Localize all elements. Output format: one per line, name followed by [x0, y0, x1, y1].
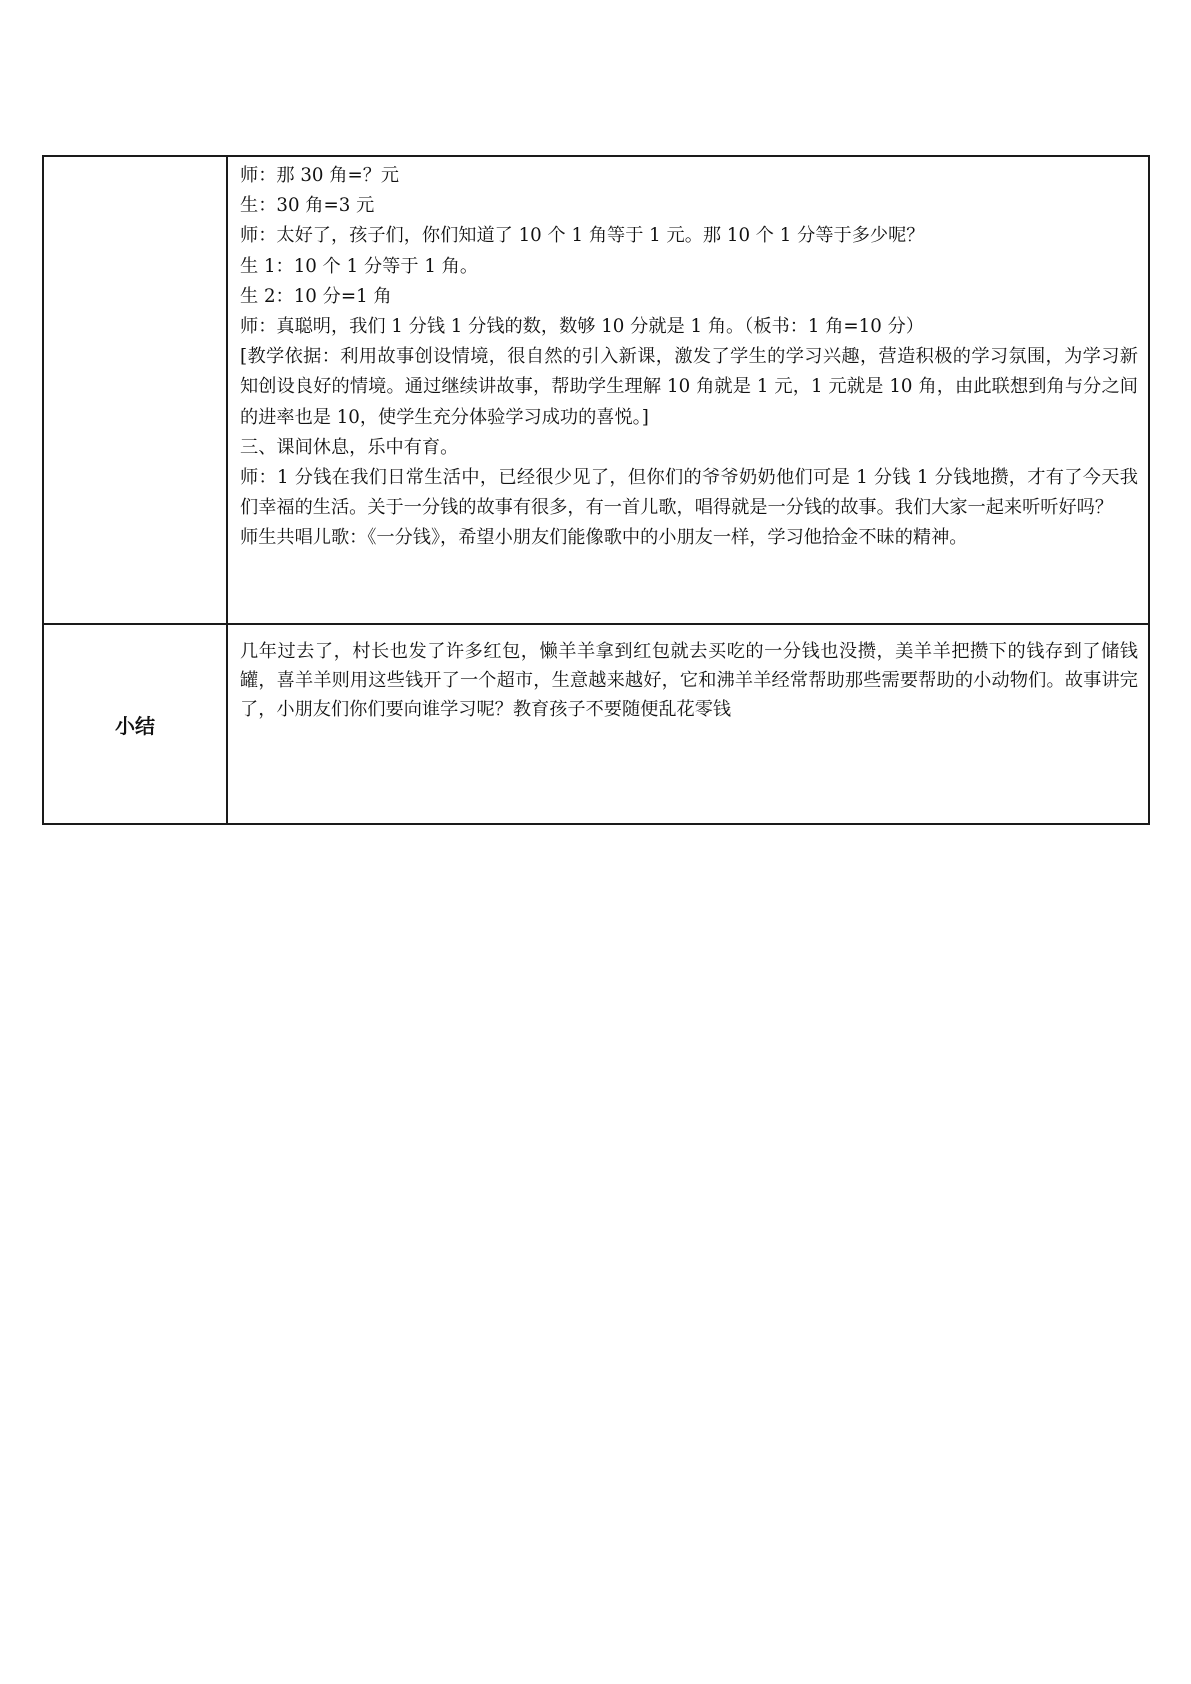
dialogue-line: 师：真聪明，我们 1 分钱 1 分钱的数，数够 10 分就是 1 角。（板书：1 角=10 分）: [240, 316, 924, 338]
dialogue-content: [228, 157, 1148, 554]
summary-label: 小结: [115, 713, 155, 738]
dialogue-line: 生：30 角=3 元: [240, 195, 375, 217]
song-line: 师生共唱儿歌：《一分钱》，希望小朋友们能像歌中的小朋友一样，学习他拾金不昧的精神。: [240, 527, 968, 549]
section-label-cell: [43, 156, 227, 624]
section-heading: 三、课间休息，乐中有育。: [240, 436, 459, 458]
lesson-plan-table: [42, 155, 1150, 825]
section-label-cell: [43, 624, 227, 824]
teaching-basis-note: [教学依据：利用故事创设情境，很自然的引入新课，激发了学生的学习兴趣，营造积极的学习氛围，为学习新知创设良好的情境。通过继续讲故事，帮助学生理解 10 角就是 1 元，1 元就是 10 角，由此联想到角与分之间的进率也是 10，使学生充分体验学习成功的喜悦。]: [240, 346, 1138, 428]
content-cell: [227, 156, 1149, 624]
table-row: [43, 156, 1149, 624]
summary-content: [228, 625, 1148, 724]
dialogue-line: 师：那 30 角=？元: [240, 165, 400, 186]
content-cell: [227, 624, 1149, 824]
teacher-story-paragraph: 师：1 分钱在我们日常生活中，已经很少见了，但你们的爷爷奶奶他们可是 1 分钱 1 分钱地攒，才有了今天我们幸福的生活。关于一分钱的故事有很多，有一首儿歌，唱得就是一分钱的故事。我们大家一起来听听好吗？: [240, 467, 1138, 519]
dialogue-line: 师：太好了，孩子们，你们知道了 10 个 1 角等于 1 元。那 10 个 1 分等于多少呢？: [240, 225, 925, 247]
dialogue-line: 生 2：10 分=1 角: [240, 285, 392, 307]
dialogue-line: 生 1：10 个 1 分等于 1 角。: [240, 255, 479, 277]
summary-paragraph: 几年过去了，村长也发了许多红包，懒羊羊拿到红包就去买吃的一分钱也没攒，美羊羊把攒下的钱存到了储钱罐，喜羊羊则用这些钱开了一个超市，生意越来越好，它和沸羊羊经常帮助那些需要帮助的小动物们。故事讲完了，小朋友们你们要向谁学习呢？教育孩子不要随便乱花零钱: [240, 641, 1138, 720]
table-row: [43, 624, 1149, 824]
